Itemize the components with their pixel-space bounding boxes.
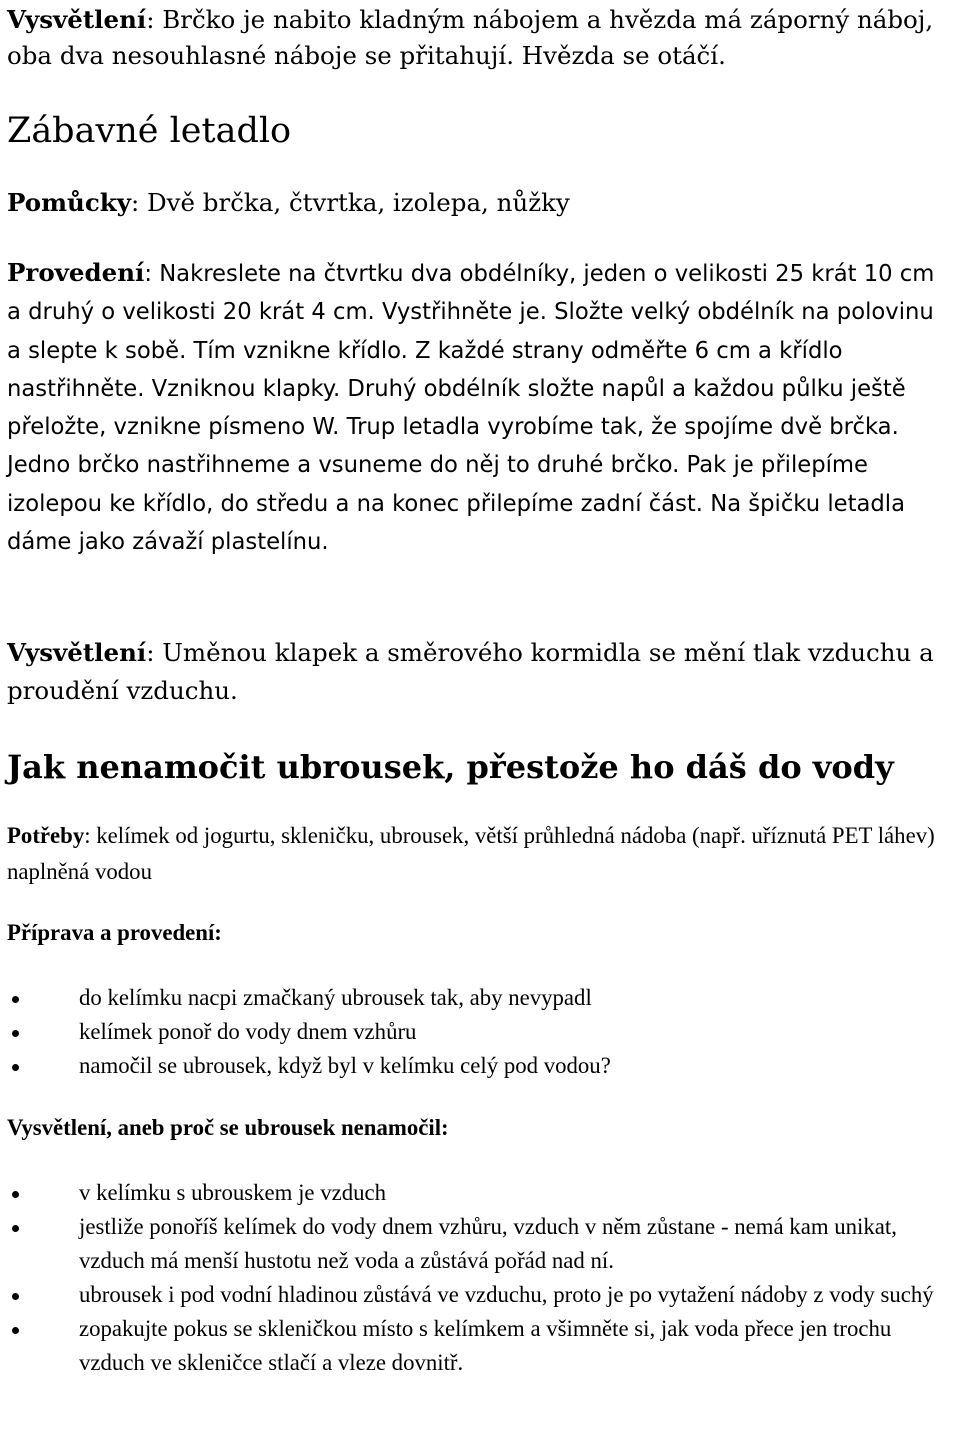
- list-item-text: ubrousek i pod vodní hladinou zůstává ve vzduchu, proto je po vytažení nádoby z vody suchý: [79, 1282, 934, 1307]
- needs-label: Potřeby: [7, 823, 85, 848]
- list-item-text: zopakujte pokus se skleničkou místo s kelímkem a všimněte si, jak voda přece jen trochu vzduch ve skleničce stlačí a vleze dovnitř.: [79, 1316, 892, 1375]
- procedure-text: : Nakreslete na čtvrtku dva obdélníky, jeden o velikosti 25 krát 10 cm a druhý o velikosti 20 krát 4 cm. Vystřihněte je. Složte velký obdélník na polovinu a slepte k sobě. Tím vznikne křídlo. Z každé strany odměřte 6 cm a křídlo nastřihněte. Vzniknou klapky. Druhý obdélník složte napůl a každou půlku ještě přeložte, vznikne písmeno W. Trup letadla vyrobíme tak, že spojíme dvě brčka. Jedno brčko nastřihneme a vsuneme do něj to druhé brčko. Pak je přilepíme izolepou ke křídlo, do středu a na konec přilepíme zadní část. Na špičku letadla dáme jako závaží plastelínu.: [7, 261, 935, 556]
- explanation-text: : Uměnou klapek a směrového kormidla se mění tlak vzduchu a proudění vzduchu.: [7, 638, 934, 705]
- prep-list: [7, 981, 947, 1083]
- tools-text: : Dvě brčka, čtvrtka, izolepa, nůžky: [130, 188, 570, 217]
- bullet-icon: [12, 996, 19, 1003]
- tools-paragraph: [7, 185, 953, 221]
- bullet-icon: [12, 1293, 19, 1300]
- why-heading: Vysvětlení, aneb proč se ubrousek nenamočil:: [7, 1115, 449, 1140]
- explanation-text: : Brčko je nabito kladným nábojem a hvězda má záporný náboj, oba dva nesouhlasné náboje se přitahují. Hvězda se otáčí.: [7, 5, 934, 70]
- bullet-icon: [12, 1191, 19, 1198]
- needs-text: : kelímek od jogurtu, skleničku, ubrousek, větší průhledná nádoba (např. uříznutá PET láhev) naplněná vodou: [7, 823, 935, 884]
- tools-label: Pomůcky: [7, 188, 131, 217]
- list-item: [7, 1210, 947, 1278]
- needs-paragraph: [7, 818, 960, 890]
- why-list: [7, 1176, 947, 1380]
- list-item-text: v kelímku s ubrouskem je vzduch: [79, 1180, 387, 1205]
- explanation-paragraph-1: [7, 2, 953, 74]
- bullet-icon: [12, 1030, 19, 1037]
- list-item-text: kelímek ponoř do vody dnem vzhůru: [79, 1019, 417, 1044]
- bullet-icon: [12, 1064, 19, 1071]
- list-item-text: do kelímku nacpi zmačkaný ubrousek tak, aby nevypadl: [79, 985, 592, 1010]
- list-item: [7, 1278, 947, 1312]
- list-item: [7, 1049, 947, 1083]
- prep-heading: Příprava a provedení:: [7, 920, 222, 945]
- bullet-icon: [12, 1327, 19, 1334]
- procedure-paragraph: [7, 254, 953, 561]
- procedure-label: Provedení: [7, 258, 145, 287]
- section-title-napkin: Jak nenamočit ubrousek, přestože ho dáš do vody: [7, 748, 894, 786]
- explanation-label: Vysvětlení: [7, 5, 147, 34]
- section-title-airplane: Zábavné letadlo: [7, 111, 292, 151]
- list-item: [7, 1176, 947, 1210]
- list-item-text: namočil se ubrousek, když byl v kelímku celý pod vodou?: [79, 1053, 611, 1078]
- explanation-label: Vysvětlení: [7, 638, 147, 667]
- list-item: [7, 981, 947, 1015]
- list-item: [7, 1312, 947, 1380]
- bullet-icon: [12, 1225, 19, 1232]
- list-item-text: jestliže ponoříš kelímek do vody dnem vzhůru, vzduch v něm zůstane - nemá kam unikat, vzduch má menší hustotu než voda a zůstává pořád nad ní.: [79, 1214, 897, 1273]
- list-item: [7, 1015, 947, 1049]
- explanation-paragraph-2: [7, 634, 953, 710]
